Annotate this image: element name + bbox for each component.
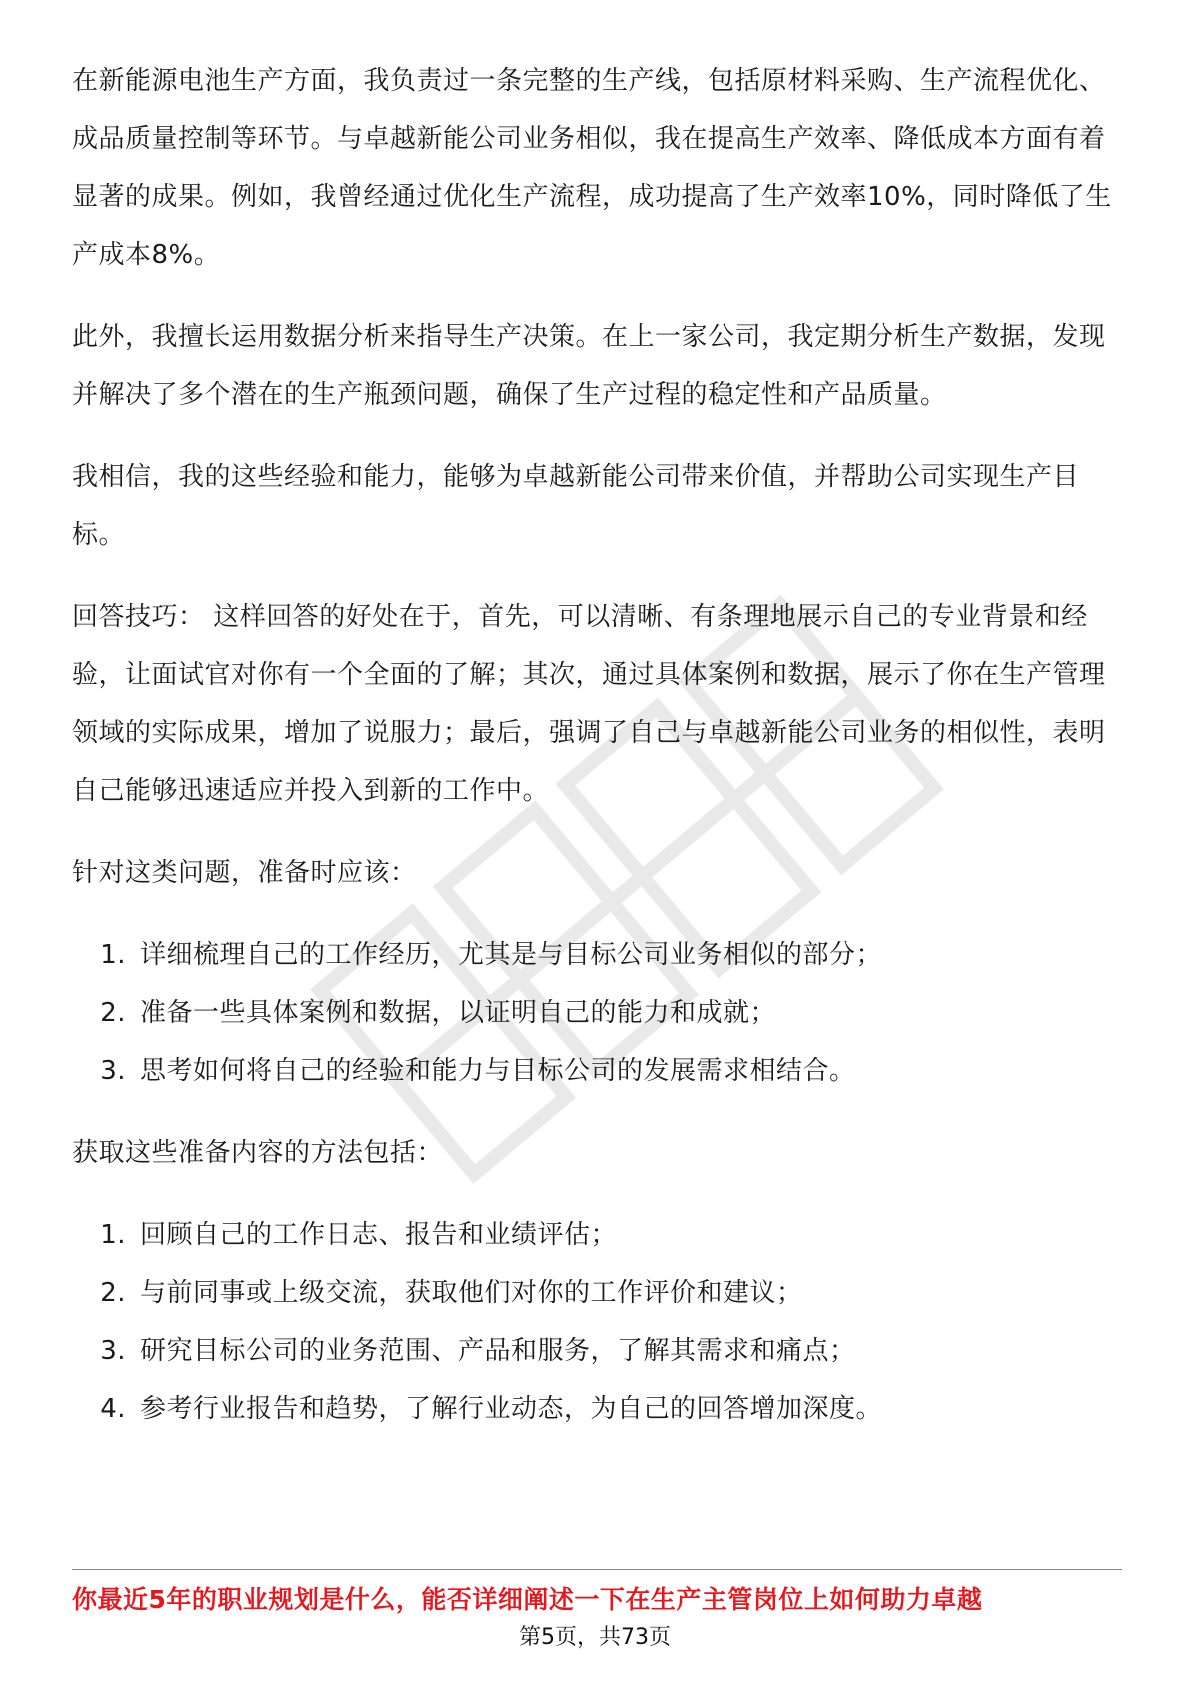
list-item: [72, 1322, 1122, 1380]
paragraph-answer-tips: 回答技巧： 这样回答的好处在于，首先，可以清晰、有条理地展示自己的专业背景和经验，让面试官对你有一个全面的了解；其次，通过具体案例和数据，展示了你在生产管理领域的实际成果，增加了说服力；最后，强调了自己与卓越新能公司业务的相似性，表明自己能够迅速适应并投入到新的工作中。: [72, 602, 1106, 806]
list-item: [72, 1042, 1122, 1100]
next-question-heading: 你最近5年的职业规划是什么，能否详细阐述一下在生产主管岗位上如何助力卓越: [72, 1585, 983, 1614]
methods-list: [72, 1206, 1122, 1438]
list-text: 思考如何将自己的经验和能力与目标公司的发展需求相结合。: [140, 1056, 856, 1086]
list-number: 2.: [100, 1278, 126, 1308]
prepare-list: [72, 926, 1122, 1100]
list-number: 4.: [100, 1394, 126, 1424]
list-number: 2.: [100, 998, 126, 1028]
list-item: [72, 1380, 1122, 1438]
paragraph-data-analysis: 此外，我擅长运用数据分析来指导生产决策。在上一家公司，我定期分析生产数据，发现并解决了多个潜在的生产瓶颈问题，确保了生产过程的稳定性和产品质量。: [72, 322, 1106, 410]
paragraph-conclusion: 我相信，我的这些经验和能力，能够为卓越新能公司带来价值，并帮助公司实现生产目标。: [72, 462, 1080, 550]
list-number: 3.: [100, 1056, 126, 1086]
list-number: 1.: [100, 940, 126, 970]
list-text: 参考行业报告和趋势，了解行业动态，为自己的回答增加深度。: [140, 1394, 883, 1424]
list-text: 回顾自己的工作日志、报告和业绩评估；: [140, 1220, 618, 1250]
list-item: [72, 926, 1122, 984]
paragraph-methods-intro: 获取这些准备内容的方法包括：: [72, 1138, 444, 1168]
list-text: 准备一些具体案例和数据，以证明自己的能力和成就；: [140, 998, 777, 1028]
list-text: 详细梳理自己的工作经历，尤其是与目标公司业务相似的部分；: [140, 940, 883, 970]
list-item: [72, 1264, 1122, 1322]
list-item: [72, 1206, 1122, 1264]
divider: [72, 1569, 1122, 1570]
list-text: 研究目标公司的业务范围、产品和服务，了解其需求和痛点；: [140, 1336, 856, 1366]
list-text: 与前同事或上级交流，获取他们对你的工作评价和建议；: [140, 1278, 803, 1308]
paragraph-prepare-intro: 针对这类问题，准备时应该：: [72, 858, 417, 888]
paragraph-experience: 在新能源电池生产方面，我负责过一条完整的生产线，包括原材料采购、生产流程优化、成品质量控制等环节。与卓越新能公司业务相似，我在提高生产效率、降低成本方面有着显著的成果。例如，我曾经通过优化生产流程，成功提高了生产效率10%，同时降低了生产成本8%。: [72, 66, 1112, 270]
list-number: 3.: [100, 1336, 126, 1366]
page-number: 第5页，共73页: [519, 1625, 671, 1650]
main-content: [72, 52, 1122, 1462]
list-number: 1.: [100, 1220, 126, 1250]
list-item: [72, 984, 1122, 1042]
